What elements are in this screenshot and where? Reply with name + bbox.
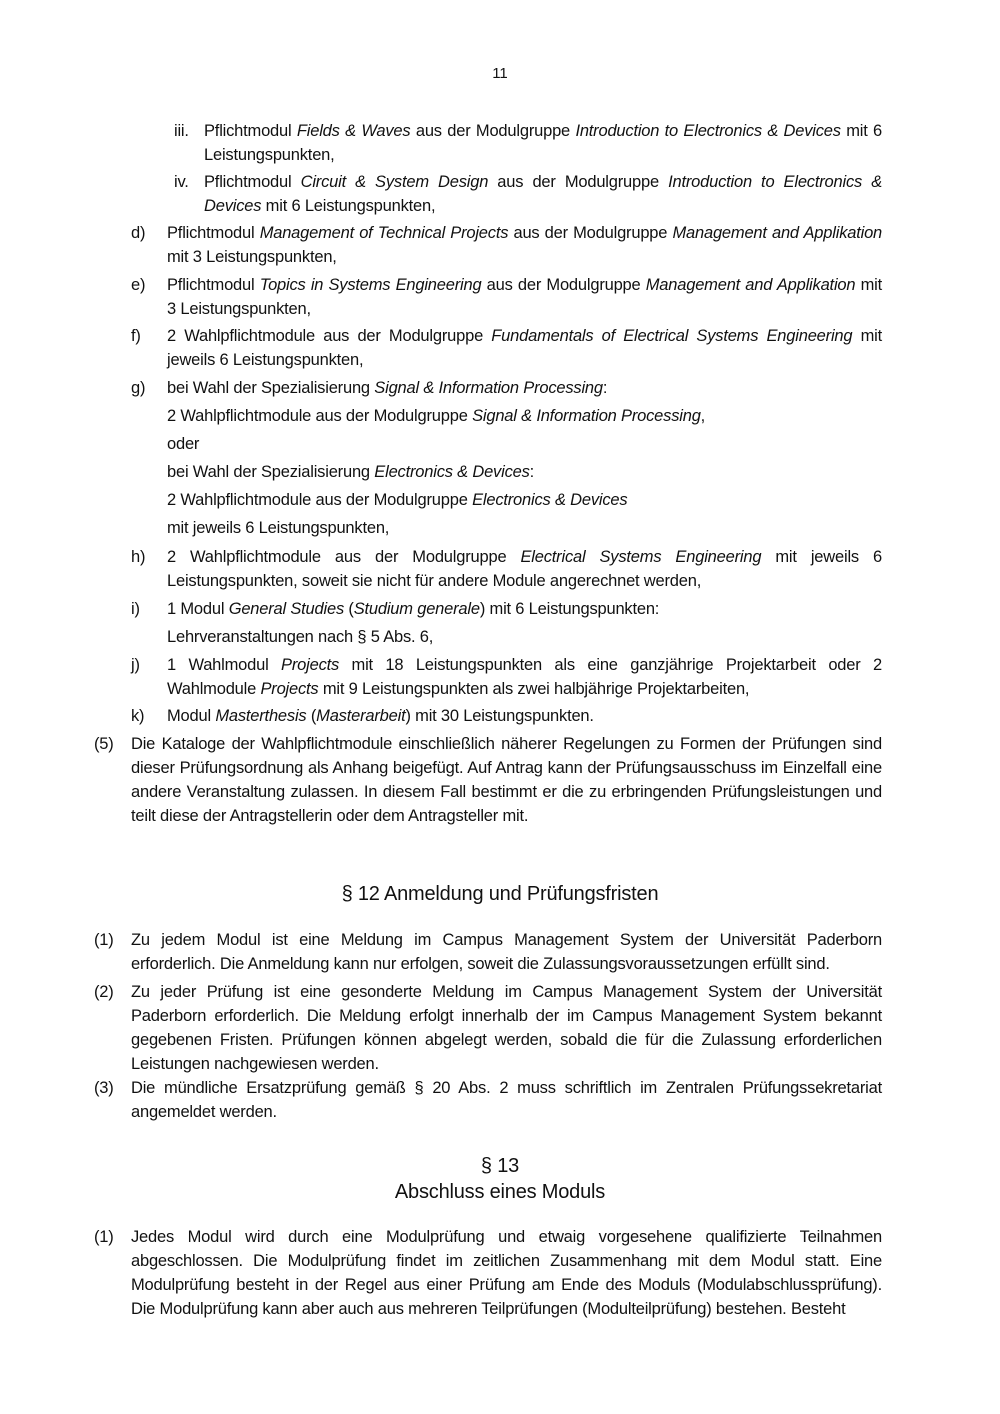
section-13-heading: Abschluss eines Moduls [394, 1181, 606, 1203]
list-label: k) [131, 707, 145, 725]
list-item-i: i) 1 Modul General Studies (Studium generale) mit 6 Leistungspunkten: Lehrveranstaltungen nach § 5 Abs. 6, [132, 597, 882, 649]
list-item-j: j) 1 Wahlmodul Projects mit 18 Leistungspunkten als eine ganzjährige Projektarbeit oder 2 Wahlmodule Projects mit 9 Leistungspunkten als zwei halbjährige Projektarbeiten, [132, 653, 882, 701]
paragraph-5 [94, 732, 882, 828]
list-item-k: k) Modul Masterthesis (Masterarbeit) mit 30 Leistungspunkten. [132, 704, 882, 728]
list-item-h: h) 2 Wahlpflichtmodule aus der Modulgruppe Electrical Systems Engineering mit jeweils 6 Leistungspunkten, soweit sie nicht für andere Module angerechnet werden, [132, 545, 882, 593]
module-alt-name: Studium generale [353, 600, 480, 618]
list-label: g) [131, 379, 146, 397]
module-group: Electrical Systems Engineering [520, 548, 762, 566]
list-item-f: f) 2 Wahlpflichtmodule aus der Modulgruppe Fundamentals of Electrical Systems Engineering mit jeweils 6 Leistungspunkten, [132, 324, 882, 372]
module-group: Introduction to Electronics & Devices [204, 173, 882, 215]
or-text: oder [167, 435, 200, 453]
module-group: Management and Applikation [672, 224, 883, 242]
module-name: Projects [260, 680, 319, 698]
section-12-heading: § 12 Anmeldung und Prüfungsfristen [341, 883, 659, 905]
list-label: iii. [174, 122, 189, 140]
module-group: Fundamentals of Electrical Systems Engineering [491, 327, 853, 345]
paragraph-label: (2) [94, 983, 114, 1001]
list-item-iii: iii. Pflichtmodul Fields & Waves aus der Modulgruppe Introduction to Electronics & Devices mit 6 Leistungspunkten, [204, 119, 882, 167]
paragraph-text: Die mündliche Ersatzprüfung gemäß § 20 Abs. 2 muss schriftlich im Zentralen Prüfungssekretariat angemeldet werden. [131, 1079, 882, 1121]
module-group: Introduction to Electronics & Devices [575, 122, 841, 140]
module-group: Signal & Information Processing [472, 407, 701, 425]
paragraph-label: (1) [94, 931, 114, 949]
paragraph-text: Die Kataloge der Wahlpflichtmodule einschließlich näherer Regelungen zu Formen der Prüfungen sind dieser Prüfungsordnung als Anhang beigefügt. Auf Antrag kann der Prüfungsausschuss im Einzelfall eine andere Veranstaltung zulassen. In diesem Fall bestimmt er die zu erbringenden Prüfungsleistungen und teilt diese der Antragstellerin oder dem Antragsteller mit. [131, 735, 882, 825]
list-item-e: e) Pflichtmodul Topics in Systems Engineering aus der Modulgruppe Management and Applikation mit 3 Leistungspunkten, [132, 273, 882, 321]
list-label: j) [131, 656, 140, 674]
specialization-name: Electronics & Devices [374, 463, 530, 481]
section-12-paragraph-1 [94, 928, 882, 976]
specialization-name: Signal & Information Processing [374, 379, 603, 397]
list-label: d) [131, 224, 146, 242]
module-name: Masterthesis [215, 707, 307, 725]
module-name: Circuit & System Design [300, 173, 489, 191]
section-12-paragraph-3 [94, 1076, 882, 1124]
module-group: Electronics & Devices [472, 491, 628, 509]
paragraph-text: Zu jedem Modul ist eine Meldung im Campus Management System der Universität Paderborn erforderlich. Die Anmeldung kann nur erfolgen, soweit die Zulassungsvoraussetzungen erfüllt sind. [131, 931, 882, 973]
paragraph-text: Jedes Modul wird durch eine Modulprüfung und etwaig vorgesehene qualifizierte Teilnahmen abgeschlossen. Die Modulprüfung findet im zeitlichen Zusammenhang mit dem Modul statt. Eine Modulprüfung besteht in der Regel aus einer Prüfung am Ende des Moduls (Modulabschlussprüfung). Die Modulprüfung kann aber auch aus mehreren Teilprüfungen (Modulteilprüfung) bestehen. Besteht [131, 1228, 882, 1318]
list-label: h) [131, 548, 146, 566]
paragraph-label: (5) [94, 735, 114, 753]
module-group: Management and Applikation [645, 276, 856, 294]
list-label: f) [131, 327, 141, 345]
list-item-d: d) Pflichtmodul Management of Technical Projects aus der Modulgruppe Management and Applikation mit 3 Leistungspunkten, [132, 221, 882, 269]
list-item-iv: iv. Pflichtmodul Circuit & System Design aus der Modulgruppe Introduction to Electronics & Devices mit 6 Leistungspunkten, [204, 170, 882, 218]
module-name: Fields & Waves [296, 122, 411, 140]
paragraph-label: (1) [94, 1228, 114, 1246]
paragraph-text: Zu jeder Prüfung ist eine gesonderte Meldung im Campus Management System der Universität Paderborn erforderlich. Die Meldung erfolgt innerhalb der im Campus Management System bekannt gegebenen Fristen. Prüfungen können abgelegt werden, sobald die für die Zulassung erforderlichen Leistungen nachgewiesen werden. [131, 983, 882, 1073]
paragraph-label: (3) [94, 1079, 114, 1097]
module-name: Topics in Systems Engineering [259, 276, 482, 294]
list-label: e) [131, 276, 146, 294]
module-name: General Studies [228, 600, 345, 618]
list-item-g: g) bei Wahl der Spezialisierung Signal & Information Processing: 2 Wahlpflichtmodule aus der Modulgruppe Signal & Information Processing, oder bei Wahl der Spezialisierung Electronics & Devices: 2 Wahlpflichtmodule aus der Modulgruppe Electronics & Devices mit jeweils 6 Leistungspunkten, [132, 376, 882, 540]
list-label: i) [131, 600, 140, 618]
page-number: 11 [492, 65, 508, 82]
section-12-paragraph-2 [94, 980, 882, 1076]
list-label: iv. [174, 173, 189, 191]
module-alt-name: Masterarbeit [316, 707, 406, 725]
module-name: Management of Technical Projects [259, 224, 509, 242]
module-name: Projects [281, 656, 340, 674]
section-13-paragraph-1 [94, 1225, 882, 1321]
section-13-number: § 13 [480, 1155, 520, 1177]
